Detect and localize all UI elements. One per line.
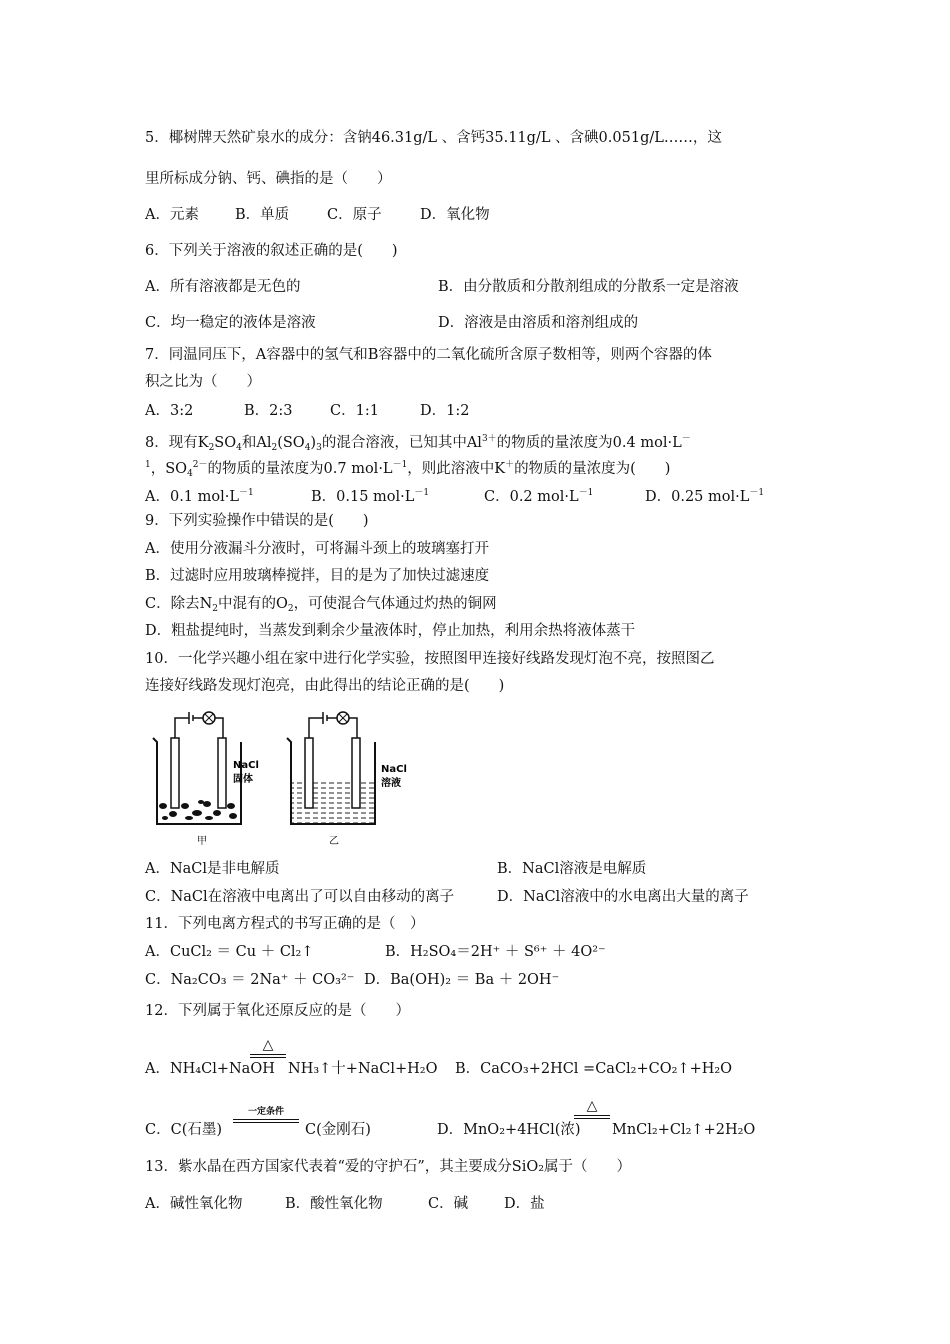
q8-sub: 2: [208, 443, 215, 453]
beaker-nacl-solution: [287, 712, 407, 847]
q10-option-b: B．NaCl溶液是电解质: [497, 861, 647, 877]
q8-sub: 3: [316, 443, 322, 453]
q8-sub: 4: [236, 443, 242, 453]
q8-stem: [145, 430, 691, 457]
q9-option-d: D．粗盐提纯时，当蒸发到剩余少量液体时，停止加热，利用余热将液体蒸干: [145, 623, 636, 639]
q7-stem: 7．同温同压下，A容器中的氢气和B容器中的二氧化硫所含原子数相等，则两个容器的体: [145, 347, 712, 363]
heat-condition-arrow: [250, 1038, 286, 1058]
q9-stem: 9．下列实验操作中错误的是( ): [145, 513, 369, 529]
q8-text: ，SO: [150, 461, 188, 477]
q8-sub: 4: [304, 443, 311, 453]
q7-stem-cont: 积之比为（ ）: [145, 374, 261, 390]
q8-text: 的物质的量浓度为0.4 mol·L: [496, 435, 682, 451]
q6-option-c: C．均一稳定的液体是溶液: [145, 315, 316, 331]
q11-option-c: C．Na₂CO₃ ＝ 2Na⁺ ＋ CO₃²⁻: [145, 972, 355, 988]
q8-sub: 4: [187, 469, 193, 479]
q5-option-c: C．原子: [327, 207, 382, 223]
q11-option-a: A．CuCl₂ ＝ Cu ＋ Cl₂↑: [145, 944, 314, 960]
q8-text: 8．现有K: [145, 435, 209, 451]
q12-option-c-right: C(金刚石): [305, 1122, 371, 1138]
condition-label: 一定条件: [247, 1107, 284, 1117]
q10-stem-cont: 连接好线路发现灯泡亮，由此得出的结论正确的是( ): [145, 678, 505, 694]
q6-option-a: A．所有溶液都是无色的: [145, 279, 301, 295]
q12-stem: 12．下列属于氧化还原反应的是（ ）: [145, 1003, 410, 1019]
beaker-solid-nacl: [153, 712, 259, 847]
q8-option-a: A．0.1 $mol\cdot L^{-1}$: [145, 488, 254, 505]
q8-text: 和Al: [241, 435, 272, 451]
q8-stem-cont: [145, 456, 670, 483]
right-label-solution: 溶液: [381, 778, 401, 789]
right-label-nacl: NaCl: [381, 764, 407, 775]
right-caption: 乙: [329, 836, 339, 847]
heat-condition-arrow-d: [574, 1099, 610, 1119]
q8-sup: 2－: [192, 460, 208, 470]
q9-option-a: A．使用分液漏斗分液时，可将漏斗颈上的玻璃塞打开: [145, 541, 489, 557]
q8-sup: ＋: [505, 460, 515, 470]
q12-option-d-left: D．MnO₂+4HCl(浓): [437, 1122, 581, 1138]
q6-stem: 6．下列关于溶液的叙述正确的是( ): [145, 243, 398, 259]
q13-option-a: A．碱性氧化物: [145, 1196, 243, 1212]
q8-option-d: D．0.25 $mol\cdot L^{-1}$: [645, 488, 765, 505]
q13-option-d: D．盐: [504, 1196, 545, 1212]
q8-sup: 3＋: [481, 434, 497, 444]
q10-option-c: C．NaCl在溶液中电离出了可以自由移动的离子: [145, 889, 455, 905]
q6-option-d: D．溶液是由溶质和溶剂组成的: [438, 315, 639, 331]
q12-option-d-right: MnCl₂+Cl₂↑+2H₂O: [612, 1122, 756, 1138]
q11-option-b: B．H₂SO₄＝2H⁺ ＋ S⁶⁺ ＋ 4O²⁻: [385, 944, 606, 960]
conductivity-experiment-figure: [145, 706, 430, 852]
left-caption: 甲: [197, 836, 207, 847]
q8-text: 的混合溶液，已知其中Al: [321, 435, 482, 451]
q12-option-b: B．CaCO₃+2HCl =CaCl₂+CO₂↑+H₂O: [455, 1061, 733, 1077]
q11-option-d: D．Ba(OH)₂ ＝ Ba ＋ 2OH⁻: [364, 972, 560, 988]
left-label-solid: 固体: [233, 774, 253, 785]
condition-arrow: [233, 1107, 299, 1123]
q8-sup: －: [681, 434, 691, 444]
q10-stem: 10．一化学兴趣小组在家中进行化学实验，按照图甲连接好线路发现灯泡不亮，按照图乙: [145, 651, 715, 667]
q7-option-a: A．3:2: [145, 403, 194, 419]
q6-option-b: B．由分散质和分散剂组成的分散系一定是溶液: [438, 279, 739, 295]
q8-text: ，则此溶液中K: [407, 461, 506, 477]
q8-sub: 2: [271, 443, 278, 453]
q8-sup: 1: [145, 460, 151, 470]
q13-option-b: B．酸性氧化物: [285, 1196, 383, 1212]
q9-option-b: B．过滤时应用玻璃棒搅拌，目的是为了加快过滤速度: [145, 568, 490, 584]
q13-option-c: C．碱: [428, 1196, 469, 1212]
q7-option-c: C．1:1: [330, 403, 379, 419]
q7-option-d: D．1:2: [420, 403, 470, 419]
q8-option-b: B．0.15 $mol\cdot L^{-1}$: [311, 488, 430, 505]
q7-option-b: B．2:3: [244, 403, 293, 419]
q8-text: ): [310, 435, 317, 451]
delta-icon: △: [262, 1037, 274, 1053]
q12-option-c-left: C．C(石墨): [145, 1122, 223, 1138]
q13-stem: 13．紫水晶在西方国家代表着“爱的守护石”，其主要成分SiO₂属于（ ）: [145, 1159, 632, 1175]
delta-icon: △: [586, 1098, 598, 1114]
q8-text: 的物质的量浓度为0.7 mol·L: [207, 461, 393, 477]
q5-option-b: B．单质: [235, 207, 290, 223]
q5-option-a: A．元素: [145, 207, 199, 223]
left-label-nacl: NaCl: [233, 760, 259, 771]
q8-text: (SO: [277, 435, 305, 451]
q11-stem: 11．下列电离方程式的书写正确的是（ ）: [145, 916, 425, 932]
q12-option-a-left: A．NH₄Cl+NaOH: [145, 1061, 275, 1077]
q10-option-a: A．NaCl是非电解质: [145, 861, 280, 877]
q8-text: 的物质的量浓度为( ): [514, 461, 671, 477]
q8-sup: －1: [392, 460, 408, 470]
q12-option-a-right: NH₃↑十+NaCl+H₂O: [288, 1061, 438, 1077]
q5-stem: 5．椰树牌天然矿泉水的成分：含钠46.31g/L 、含钙35.11g/L 、含碘0.051g/L……，这: [145, 130, 722, 146]
q9-option-c: C．除去$N_2$中混有的$O_2$，可使混合气体通过灼热的铜网: [145, 596, 497, 614]
q5-stem-cont: 里所标成分钠、钙、碘指的是（ ）: [145, 171, 392, 187]
q10-option-d: D．NaCl溶液中的水电离出大量的离子: [497, 889, 749, 905]
q8-option-c: C．0.2 $mol\cdot L^{-1}$: [484, 488, 594, 505]
q8-text: SO: [214, 435, 237, 451]
q5-option-d: D．氧化物: [420, 207, 490, 223]
